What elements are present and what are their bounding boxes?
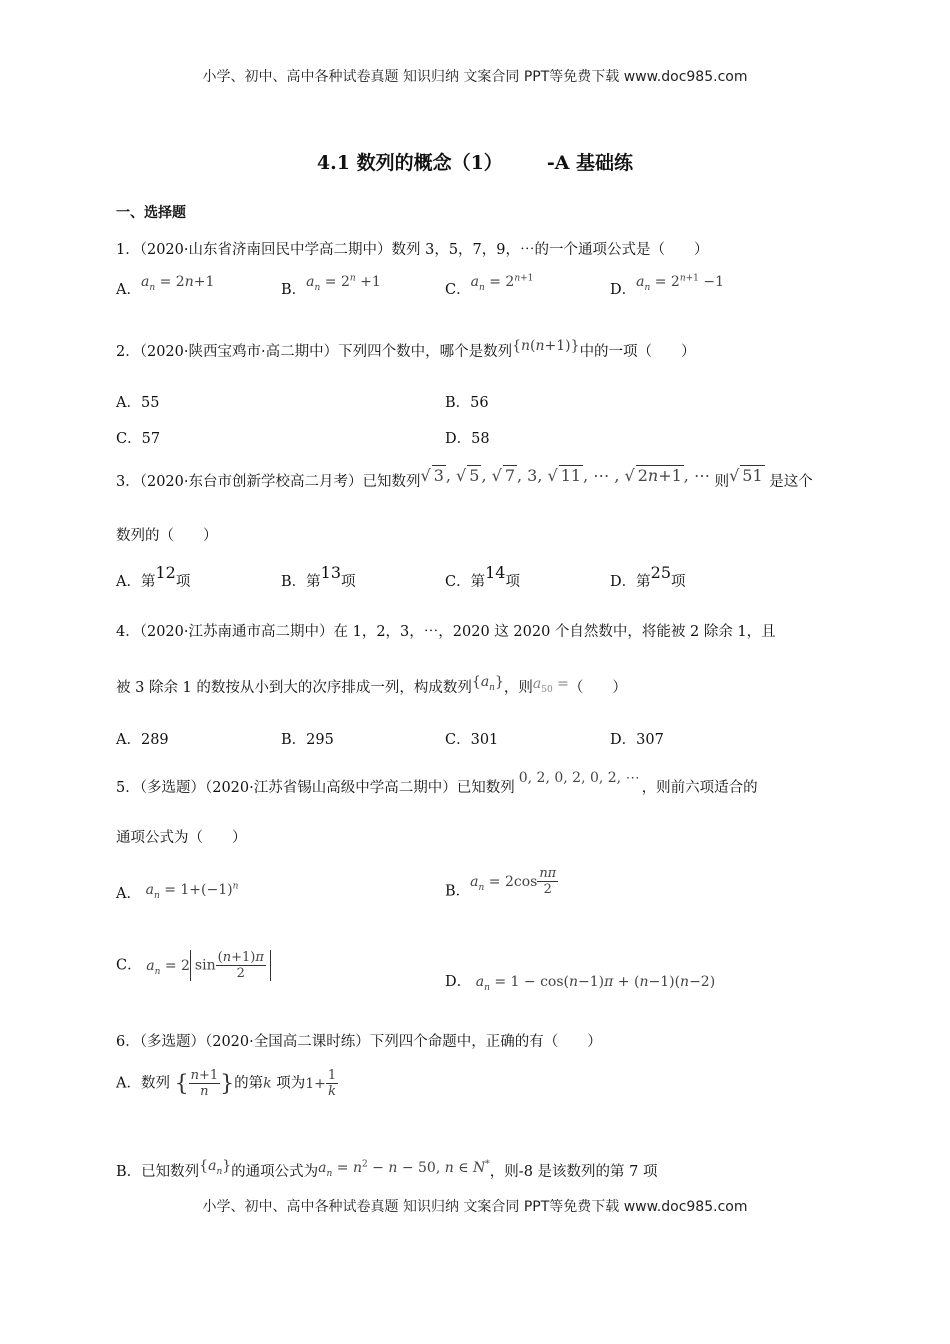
option-label: A． — [116, 282, 141, 298]
stem-text: 则 — [714, 474, 730, 490]
q3-option-b[interactable] — [281, 563, 356, 591]
stem-text: ，则-8 是该数列的第 7 项 — [489, 1164, 658, 1180]
stem-text: 的第 — [234, 1075, 264, 1092]
q5-option-b[interactable]: B．$a_n = 2\cos$ $\frac{n\pi}{2}$ — [445, 866, 557, 900]
question-3-stem-cont: 数列的（ ） — [116, 528, 218, 544]
option-label: C．第 — [445, 574, 486, 590]
option-label: A．第 — [116, 574, 156, 590]
q1-option-d[interactable]: D．$a_n = 2^{n+1} -1$ — [610, 273, 725, 298]
page-title — [0, 148, 950, 175]
q2-option-c[interactable]: C．57 — [116, 431, 161, 447]
option-value: 25 — [650, 563, 671, 582]
q5-option-a[interactable]: A． $a_n = 1+(-1)^n$ — [116, 881, 239, 902]
section-heading: 一、选择题 — [116, 205, 186, 221]
stem-text: ，则 — [503, 680, 533, 696]
question-5-stem — [116, 770, 758, 797]
q4-option-a[interactable]: A．289 — [116, 732, 169, 748]
option-suffix: 项 — [175, 574, 191, 590]
q1-option-c[interactable]: C．$a_n = 2^{n+1}$ — [445, 273, 534, 298]
page-footer: 小学、初中、高中各种试卷真题 知识归纳 文案合同 PPT等免费下载 www.doc985.com — [202, 1199, 748, 1215]
stem-text: 中的一项（ ） — [579, 344, 696, 360]
q4-option-b[interactable]: B．295 — [281, 732, 334, 748]
stem-text: 2．（2020·陕西宝鸡市·高二期中）下列四个数中，哪个是数列 — [116, 344, 513, 360]
question-3-stem: 3．（2020·东台市创新学校高二月考）已知数列√ 3 , √ 5 , √ 7 , 3, √ 11 , ⋯ , √ 2n+1 , ⋯ 则√ 51 是这个 — [116, 466, 813, 490]
page-header: 小学、初中、高中各种试卷真题 知识归纳 文案合同 PPT等免费下载 www.doc985.com — [202, 69, 748, 85]
q3-option-a[interactable] — [116, 563, 191, 591]
q6-option-b[interactable]: B．已知数列$\{a_n\}$的通项公式为$a_n = n^2 - n - 50$, n ∈ N*，则-8 是该数列的第 7 项 — [116, 1158, 658, 1180]
option-label: A． — [116, 886, 141, 902]
option-value: 14 — [485, 563, 506, 582]
q4-option-c[interactable]: C．301 — [445, 732, 499, 748]
question-1-stem: 1．（2020·山东省济南回民中学高二期中）数列 3，5，7，9，⋯的一个通项公式是（ ） — [116, 242, 709, 258]
sequence: 0, 2, 0, 2, 0, 2, ⋯ — [518, 770, 640, 786]
option-label: D． — [610, 282, 637, 298]
q5-option-d[interactable]: D． $a_n = 1 - \cos(n-1)\pi + (n-1)(n-2)$ — [445, 974, 716, 993]
option-label: A．数列 — [116, 1075, 170, 1092]
stem-text: 被 3 除余 1 的数按从小到大的次序排成一列，构成数列 — [116, 680, 472, 696]
option-label: B．第 — [281, 574, 321, 590]
stem-text: ，则前六项适合的 — [641, 780, 758, 796]
q2-option-d[interactable]: D．58 — [445, 431, 490, 447]
q5-option-c[interactable]: C． $a_n = 2$ sin $\frac{(n+1)\pi}{2}$ — [116, 950, 271, 981]
q2-option-b[interactable]: B．56 — [445, 395, 489, 411]
stem-text: 5．（多选题）（2020·江苏省锡山高级中学高二期中）已知数列 — [116, 780, 515, 796]
q1-option-a[interactable]: A．$a_n = 2n+1$ — [116, 274, 215, 298]
option-label: C． — [116, 957, 142, 974]
q6-option-a[interactable]: A．数列 { $\frac{n+1}{n}$ }的第k 项为1+ $\frac{1}{k}$ — [116, 1068, 337, 1099]
stem-text: 是这个 — [769, 474, 813, 490]
question-5-stem-cont: 通项公式为（ ） — [116, 830, 247, 846]
stem-text: 3．（2020·东台市创新学校高二月考）已知数列 — [116, 474, 421, 490]
q3-option-c[interactable] — [445, 563, 520, 591]
q1-option-b[interactable]: B．$a_n = 2^n +1$ — [281, 273, 381, 298]
stem-text: 项为 — [276, 1075, 306, 1092]
question-2-stem: 2．（2020·陕西宝鸡市·高二期中）下列四个数中，哪个是数列{n(n+1)}中的一项（ ） — [116, 338, 696, 360]
question-4-stem-cont: 被 3 除余 1 的数按从小到大的次序排成一列，构成数列$\{a_n\}$，则$a_{50}$ =（ ） — [116, 674, 627, 696]
title-main: 4.1 数列的概念（1） — [316, 152, 503, 174]
option-suffix: 项 — [671, 574, 686, 590]
option-label: B．已知数列 — [116, 1164, 200, 1180]
option-suffix: 项 — [341, 574, 356, 590]
option-label: D．第 — [610, 574, 651, 590]
stem-text: （ ） — [568, 680, 627, 696]
title-sub: -A 基础练 — [546, 152, 634, 174]
option-label: C． — [445, 282, 471, 298]
option-label: D． — [445, 974, 472, 990]
q3-option-d[interactable] — [610, 563, 686, 591]
q2-option-a[interactable]: A．55 — [116, 395, 160, 411]
question-6-stem: 6．（多选题）（2020·全国高二课时练）下列四个命题中，正确的有（ ） — [116, 1034, 602, 1050]
option-suffix: 项 — [505, 574, 520, 590]
option-label: B． — [281, 282, 307, 298]
question-4-stem: 4．（2020·江苏南通市高二期中）在 1，2，3，⋯，2020 这 2020 个自然数中，将能被 2 除余 1，且 — [116, 624, 776, 640]
option-value: 12 — [155, 563, 176, 582]
q4-option-d[interactable]: D．307 — [610, 732, 664, 748]
option-label: B． — [445, 883, 471, 900]
option-value: 13 — [320, 563, 342, 582]
stem-text: 的通项公式为 — [231, 1164, 319, 1180]
